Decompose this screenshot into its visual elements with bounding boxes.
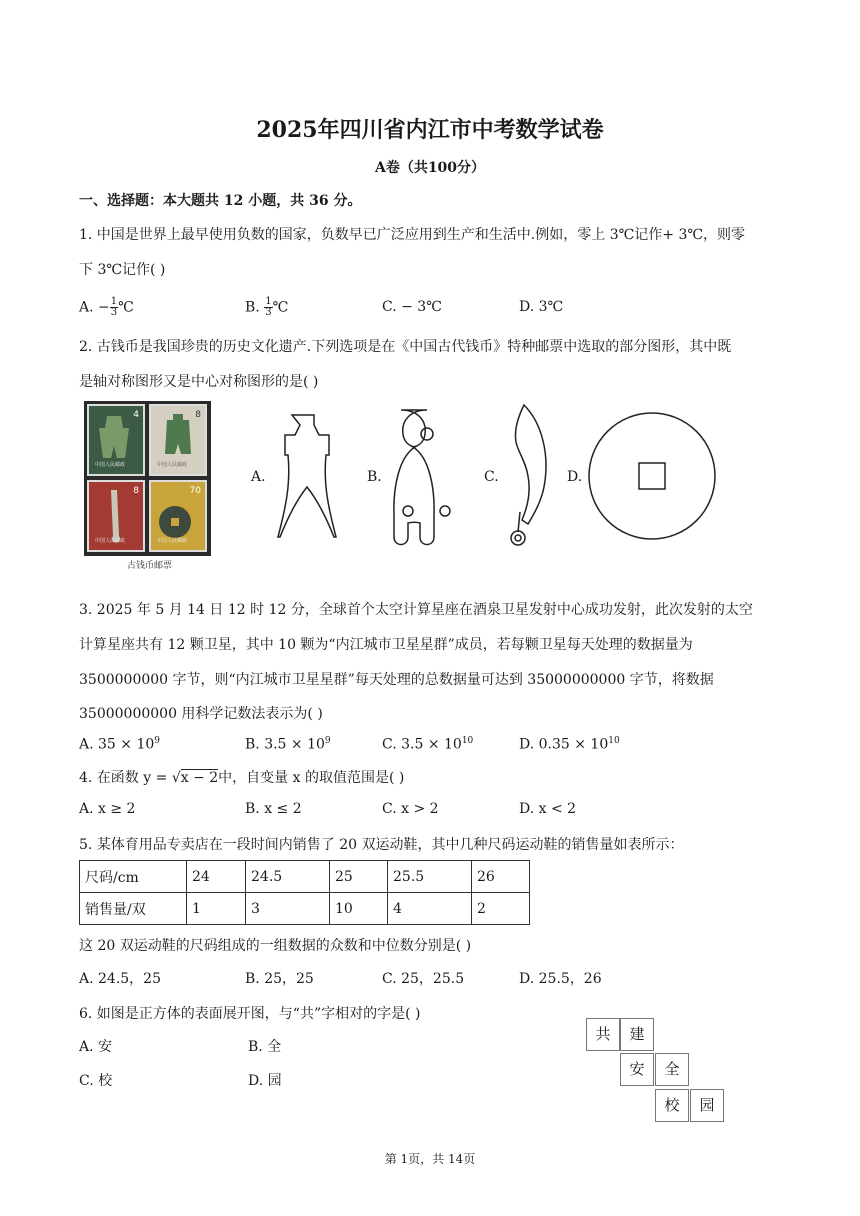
q3-option-a-exponent: 9 [154,736,161,746]
q1-option-a-unit: ℃ [118,299,134,316]
page-footer: 第 1页，共 14页 [384,1152,476,1166]
table-row [80,861,530,893]
q5-option-b: B. 25，25 [245,971,314,987]
q4-option-d: D. x < 2 [519,801,577,817]
table-cell: 25.5 [388,861,472,893]
stamp-2 [149,404,207,476]
net-cell-xiao: 校 [655,1089,689,1122]
q2-label-c: C. [484,469,499,485]
q2-line2: 是轴对称图形又是中心对称图形的是( ) [79,374,319,390]
table-cell: 3 [246,893,330,925]
stamp-value: 70 [189,486,201,496]
stamp-value: 4 [133,410,139,420]
page-subtitle: A卷（共100分） [374,160,486,176]
table-cell: 1 [187,893,246,925]
stamp-value: 8 [133,486,139,496]
q4-radicand: x − 2 [180,770,219,786]
q3-option-d-base: D. 0.35 × 10 [519,736,609,753]
q1-option-d: D. 3℃ [519,299,564,315]
q4-option-b: B. x ≤ 2 [245,801,302,817]
size-sales-table [79,860,530,925]
q3-option-d [519,736,620,753]
net-cell-yuan: 园 [690,1089,724,1122]
q2-label-b: B. [367,469,382,485]
q5-option-d: D. 25.5，26 [519,971,602,987]
q3-option-b [245,736,331,753]
q3-option-c-base: C. 3.5 × 10 [382,736,462,753]
table-row [80,893,530,925]
sqrt-sign: √ [171,770,181,786]
knife-coin-figure-c [500,402,552,552]
stamp-country: 中国人民邮政 [157,462,188,468]
table-cell: 24.5 [246,861,330,893]
table-cell: 销售量/双 [80,893,187,925]
table-cell: 25 [330,861,388,893]
spade-coin-figure-a [262,412,352,542]
table-cell: 10 [330,893,388,925]
q1-option-a-prefix: A. − [79,299,110,316]
q1-option-c: C. − 3℃ [382,299,442,315]
q5-option-c: C. 25，25.5 [382,971,465,987]
fraction-denominator: 3 [265,307,272,318]
table-cell: 26 [472,861,530,893]
table-cell: 24 [187,861,246,893]
table-cell: 尺码/cm [80,861,187,893]
stamp-3 [87,480,145,552]
stamp-value: 8 [195,410,201,420]
q3-option-b-exponent: 9 [324,736,331,746]
section-heading: 一、选择题：本大题共 12 小题，共 36 分。 [79,193,362,209]
q3-option-d-exponent: 10 [608,736,620,746]
q1-line2: 下 3℃记作( ) [79,262,166,278]
q1-option-b [245,297,288,318]
page-title: 2025年四川省内江市中考数学试卷 [256,117,604,143]
photo-caption: 古钱币邮票 [127,561,173,571]
q1-option-b-prefix: B. [245,299,265,316]
q1-option-b-unit: ℃ [272,299,289,316]
q1-line1: 1. 中国是世界上最早使用负数的国家，负数早已广泛应用到生产和生活中.例如，零上 3℃记作+ 3℃，则零 [79,227,746,243]
q3-option-b-base: B. 3.5 × 10 [245,736,325,753]
net-cell-an: 安 [620,1053,654,1086]
q2-line1: 2. 古钱币是我国珍贵的历史文化遗产.下列选项是在《中国古代钱币》特种邮票中选取的部分图形，其中既 [79,339,732,355]
pointed-spade-coin-figure-b [386,407,468,549]
q3-option-c [382,736,473,753]
table-cell: 2 [472,893,530,925]
q6-option-a: A. 安 [79,1039,113,1055]
stamp-country: 中国人民邮政 [157,538,188,544]
net-cell-gong: 共 [586,1018,620,1051]
q4-option-c: C. x > 2 [382,801,439,817]
q2-label-d: D. [567,469,583,485]
fraction-numerator: 1 [265,296,272,307]
fraction-numerator: 1 [110,296,118,307]
stamp-4 [149,480,207,552]
q3-line3: 3500000000 字节，则“内江城市卫星星群”每天处理的总数据量可达到 35000000000 字节，将数据 [79,672,714,688]
q3-line2: 计算星座共有 12 颗卫星，其中 10 颗为“内江城市卫星星群”成员，若每颗卫星每天处理的数据量为 [79,637,693,653]
q4-suffix: 中，自变量 x 的取值范围是( ) [218,770,405,786]
coin-stamps-photo [84,401,211,556]
q3-line1: 3. 2025 年 5 月 14 日 12 时 12 分，全球首个太空计算星座在酒泉卫星发射中心成功发射，此次发射的太空 [79,602,753,618]
q3-option-a-base: A. 35 × 10 [79,736,155,753]
q5-line2: 这 20 双运动鞋的尺码组成的一组数据的众数和中位数分别是( ) [79,938,472,954]
q1-option-a [79,297,134,318]
q3-option-c-exponent: 10 [461,736,474,746]
q3-option-a [79,736,160,753]
q6-line1: 6. 如图是正方体的表面展开图，与“共”字相对的字是( ) [79,1006,421,1022]
q5-option-a: A. 24.5，25 [79,971,161,987]
q5-line1: 5. 某体育用品专卖店在一段时间内销售了 20 双运动鞋，其中几种尺码运动鞋的销售量如表所示： [79,837,684,853]
q1-option-a-fraction [110,297,118,318]
fraction-denominator: 3 [110,307,118,318]
net-cell-jian: 建 [620,1018,654,1051]
round-coin-figure-d [587,411,717,541]
q4-option-a: A. x ≥ 2 [79,801,136,817]
q3-line4: 35000000000 用科学记数法表示为( ) [79,706,323,722]
q6-option-b: B. 全 [248,1039,282,1055]
q4-line [79,767,404,787]
net-cell-quan: 全 [655,1053,689,1086]
q6-option-d: D. 园 [248,1073,282,1089]
stamp-country: 中国人民邮政 [95,538,126,544]
table-cell: 4 [388,893,472,925]
stamp-country: 中国人民邮政 [95,462,126,468]
q2-label-a: A. [251,469,266,485]
stamp-1 [87,404,145,476]
q4-prefix: 4. 在函数 y = [79,770,172,786]
q6-option-c: C. 校 [79,1073,113,1089]
q1-option-b-fraction [264,297,272,318]
